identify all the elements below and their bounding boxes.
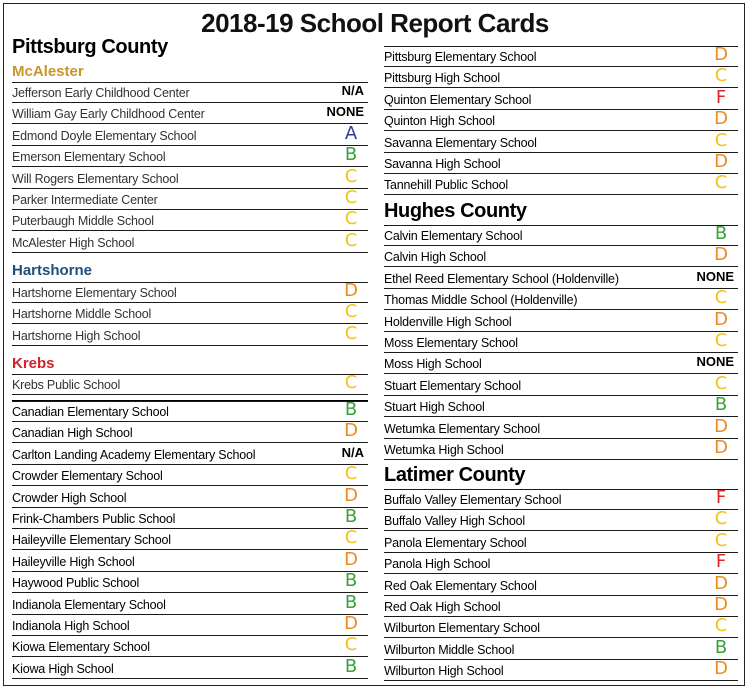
grade-mark: B xyxy=(714,636,728,658)
school-row xyxy=(12,165,368,189)
school-name: Canadian Elementary School xyxy=(12,405,169,419)
grade-mark: B xyxy=(714,223,728,244)
school-name: Indianola Elementary School xyxy=(12,597,166,612)
grade-mark: B xyxy=(714,394,728,416)
school-name: Kiowa High School xyxy=(12,661,114,676)
school-row xyxy=(12,591,368,615)
county-heading-hughes: Hughes County xyxy=(384,200,527,222)
grade-mark: A xyxy=(344,122,358,144)
school-row xyxy=(384,572,738,596)
school-row xyxy=(384,86,738,110)
grade-mark: C xyxy=(714,287,728,309)
school-row xyxy=(384,489,738,510)
school-row xyxy=(12,103,368,124)
school-name: Canadian High School xyxy=(12,426,133,441)
city-heading-hartshorne: Hartshorne xyxy=(12,262,93,279)
school-name: Buffalo Valley Elementary School xyxy=(384,493,562,507)
school-name: Pittsburg Elementary School xyxy=(384,50,537,64)
school-row xyxy=(384,153,738,174)
school-row xyxy=(12,401,368,422)
school-row xyxy=(384,268,738,289)
county-heading-latimer: Latimer County xyxy=(384,464,526,486)
grade-mark: B xyxy=(344,655,358,677)
school-name: Kiowa Elementary School xyxy=(12,640,150,655)
grade-mark: F xyxy=(715,86,727,108)
grade-mark: D xyxy=(714,658,728,680)
school-row xyxy=(384,225,738,246)
grade-mark: C xyxy=(714,330,728,351)
school-row xyxy=(384,510,738,531)
school-name: Moss High School xyxy=(384,357,482,372)
grade-mark: C xyxy=(344,527,358,549)
school-name: Stuart Elementary School xyxy=(384,378,521,393)
school-name: Wetumka Elementary School xyxy=(384,421,540,436)
school-row xyxy=(384,617,738,638)
grade-mark: D xyxy=(714,594,728,615)
school-row xyxy=(384,596,738,617)
grade-mark: C xyxy=(714,508,728,530)
school-name: Parker Intermediate Center xyxy=(12,193,158,207)
school-row xyxy=(384,246,738,267)
school-row xyxy=(12,422,368,443)
school-name: Emerson Elementary School xyxy=(12,150,166,165)
school-row xyxy=(12,484,368,508)
school-name: Haileyville Elementary School xyxy=(12,533,171,548)
school-row xyxy=(12,189,368,210)
school-name: Wetumka High School xyxy=(384,443,504,457)
school-row xyxy=(12,548,368,572)
grade-mark: F xyxy=(715,551,727,573)
school-name: Wilburton Elementary School xyxy=(384,621,540,636)
school-name: Thomas Middle School (Holdenville) xyxy=(384,293,578,308)
school-row xyxy=(12,529,368,550)
grade-mark: C xyxy=(714,172,728,194)
school-name: Crowder High School xyxy=(12,490,127,505)
school-row xyxy=(384,372,738,396)
grade-mark: B xyxy=(344,570,358,592)
grade-mark: D xyxy=(714,151,728,172)
school-name: Carlton Landing Academy Elementary School xyxy=(12,447,256,462)
school-name: Will Rogers Elementary School xyxy=(12,171,179,186)
school-row xyxy=(384,67,738,88)
grade-mark: D xyxy=(344,420,358,442)
grade-mark: C xyxy=(344,463,358,485)
school-row xyxy=(384,660,738,681)
school-name: Wilburton High School xyxy=(384,664,504,679)
school-row xyxy=(12,572,368,593)
city-heading-krebs: Krebs xyxy=(12,355,55,372)
grade-mark: C xyxy=(344,187,358,208)
grade-mark: D xyxy=(344,613,358,634)
grade-mark: B xyxy=(344,399,358,420)
school-row xyxy=(12,636,368,657)
grade-mark: F xyxy=(715,487,727,508)
school-name: Panola High School xyxy=(384,557,491,572)
grade-mark: D xyxy=(714,308,728,330)
school-row xyxy=(12,146,368,167)
school-row xyxy=(12,322,368,346)
grade-mark: C xyxy=(714,129,728,151)
school-row xyxy=(384,439,738,460)
school-name: Buffalo Valley High School xyxy=(384,514,525,529)
city-heading-mcalester: McAlester xyxy=(12,63,84,80)
grade-mark: NONE xyxy=(696,268,734,284)
school-name: Calvin High School xyxy=(384,250,487,265)
school-name: Frink-Chambers Public School xyxy=(12,512,176,526)
grade-mark: C xyxy=(714,372,728,394)
grade-mark: D xyxy=(714,44,728,65)
grade-mark: D xyxy=(714,572,728,594)
school-row xyxy=(12,210,368,231)
school-row xyxy=(12,229,368,253)
grade-mark: N/A xyxy=(341,83,364,98)
school-name: Quinton High School xyxy=(384,114,495,129)
grade-mark: D xyxy=(344,280,358,301)
grade-mark: D xyxy=(714,108,728,130)
school-name: Red Oak Elementary School xyxy=(384,578,537,593)
grade-mark: NONE xyxy=(696,354,734,370)
school-name: Savanna Elementary School xyxy=(384,135,537,150)
school-name: Crowder Elementary School xyxy=(12,469,163,484)
school-row xyxy=(12,615,368,636)
grade-mark: C xyxy=(344,165,358,187)
school-name: Moss Elementary School xyxy=(384,336,518,350)
school-name: Calvin Elementary School xyxy=(384,229,523,243)
grade-mark: NONE xyxy=(326,104,364,120)
school-row xyxy=(12,303,368,324)
school-row xyxy=(384,332,738,353)
school-row xyxy=(12,465,368,486)
school-row xyxy=(12,282,368,303)
grade-mark: B xyxy=(344,506,358,527)
school-row xyxy=(384,289,738,310)
school-row xyxy=(384,636,738,660)
school-row xyxy=(384,353,738,374)
school-row xyxy=(384,396,738,417)
grade-mark: C xyxy=(344,301,358,323)
school-name: Pittsburg High School xyxy=(384,71,501,86)
grade-mark: C xyxy=(714,529,728,551)
school-name: Hartshorne Elementary School xyxy=(12,286,177,300)
school-row xyxy=(384,174,738,195)
grade-mark: D xyxy=(344,484,358,506)
school-name: Hartshorne Middle School xyxy=(12,307,152,322)
grade-mark: C xyxy=(344,322,358,344)
school-name: Jefferson Early Childhood Center xyxy=(12,86,190,100)
grade-mark: D xyxy=(714,415,728,437)
school-row xyxy=(384,110,738,131)
grade-mark: C xyxy=(344,372,358,393)
grade-mark: C xyxy=(344,229,358,251)
grade-mark: D xyxy=(714,244,728,266)
school-name: Haywood Public School xyxy=(12,576,140,591)
school-row xyxy=(12,444,368,465)
school-name: Tannehill Public School xyxy=(384,178,508,193)
grade-mark: C xyxy=(714,615,728,637)
school-name: William Gay Early Childhood Center xyxy=(12,107,205,122)
school-row xyxy=(384,553,738,574)
school-row xyxy=(12,122,368,146)
school-name: Quinton Elementary School xyxy=(384,92,532,107)
grade-mark: B xyxy=(344,144,358,166)
school-row xyxy=(384,415,738,439)
school-row xyxy=(384,46,738,67)
grade-mark: C xyxy=(344,634,358,656)
county-heading-pittsburg: Pittsburg County xyxy=(12,36,168,58)
grade-mark: D xyxy=(344,548,358,570)
school-name: Edmond Doyle Elementary School xyxy=(12,128,197,143)
school-name: Krebs Public School xyxy=(12,378,121,392)
school-row xyxy=(384,129,738,153)
school-name: Panola Elementary School xyxy=(384,535,527,550)
school-name: Holdenville High School xyxy=(384,314,512,329)
school-name: Hartshorne High School xyxy=(12,328,141,343)
school-name: Stuart High School xyxy=(384,400,485,415)
school-name: Savanna High School xyxy=(384,157,501,171)
school-name: Red Oak High School xyxy=(384,600,501,614)
grade-mark: C xyxy=(344,208,358,230)
school-row xyxy=(12,374,368,395)
page-title: 2018-19 School Report Cards xyxy=(201,8,549,38)
school-name: Haileyville High School xyxy=(12,554,135,569)
school-name: McAlester High School xyxy=(12,235,135,250)
school-row xyxy=(12,508,368,529)
grade-mark: B xyxy=(344,591,358,613)
school-name: Indianola High School xyxy=(12,619,130,633)
school-name: Puterbaugh Middle School xyxy=(12,214,154,229)
school-row xyxy=(384,529,738,553)
grade-mark: D xyxy=(714,437,728,458)
school-row xyxy=(12,655,368,679)
school-name: Ethel Reed Elementary School (Holdenville) xyxy=(384,271,619,286)
school-row xyxy=(384,308,738,332)
grade-mark: C xyxy=(714,65,728,87)
school-row xyxy=(12,82,368,103)
grade-mark: N/A xyxy=(341,444,364,460)
school-name: Wilburton Middle School xyxy=(384,642,515,657)
